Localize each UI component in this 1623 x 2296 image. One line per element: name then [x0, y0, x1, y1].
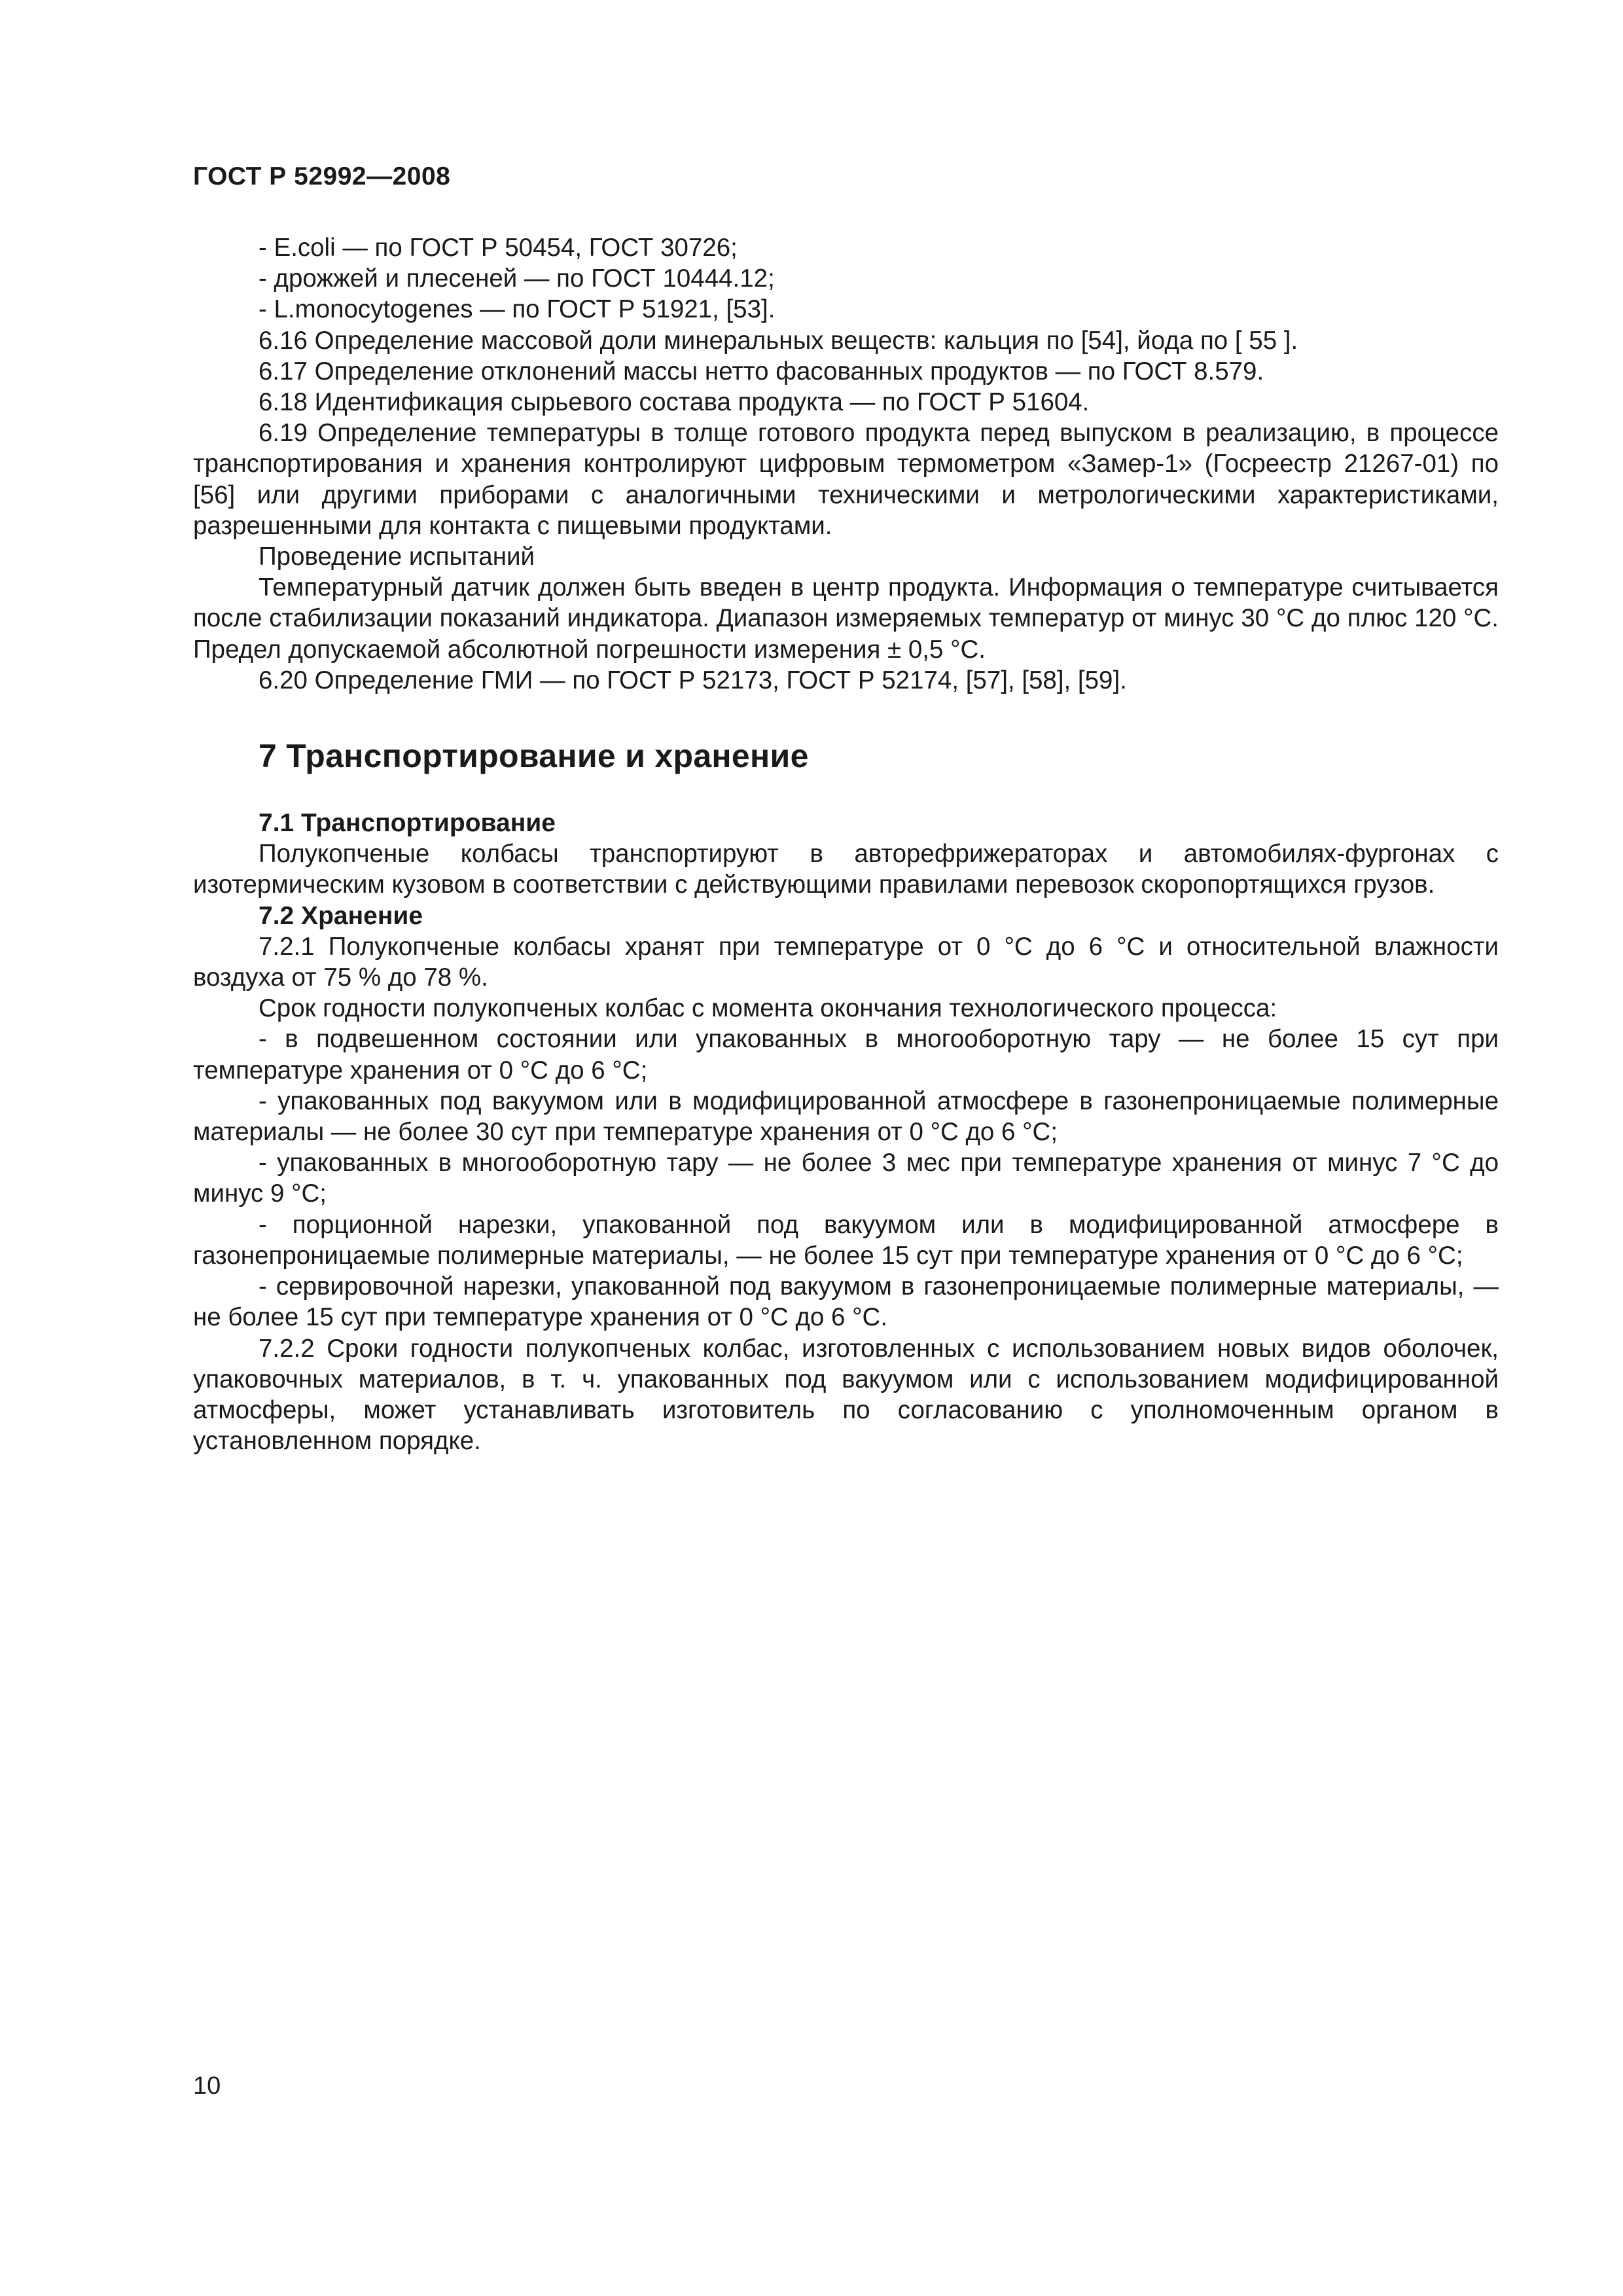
list-item-vacuum-packed: - упакованных под вакуумом или в модифицированной атмосфере в газонепроницаемые полимерные материалы — не более 30 сут при температуре хранения от 0 °С до 6 °С; — [193, 1086, 1499, 1147]
subsection-7-1-paragraph: Полукопченые колбасы транспортируют в авторефрижераторах и автомобилях-фургонах с изотермическим кузовом в соответствии с действующими правилами перевозок скоропортящихся грузов. — [193, 840, 1499, 899]
clause-7-2-2: 7.2.2 Сроки годности полукопченых колбас, изготовленных с использованием новых видов оболочек, упаковочных материалов, в т. ч. упакованных под вакуумом или с использованием модифицированной атмосферы, может устанавливать изготовитель по согласованию с уполномоченным органом в установленном порядке. — [193, 1334, 1499, 1456]
subsection-7-1-heading: 7.1 Транспортирование — [259, 809, 556, 838]
testing-paragraph: Температурный датчик должен быть введен в центр продукта. Информация о температуре считывается после стабилизации показаний индикатора. Диапазон измеряемых температур от минус 30 °С до плюс 120 °С. Предел допускаемой абсолютной погрешности измерения ± 0,5 °С. — [193, 573, 1499, 664]
shelf-life-intro: Срок годности полукопченых колбас с момента окончания технологического процесса: — [259, 994, 1277, 1023]
list-item-portion-slicing: - порционной нарезки, упакованной под вакуумом или в модифицированной атмосфере в газонепроницаемые полимерные материалы, — не более 15 сут при температуре хранения от 0 °С до 6 °С; — [193, 1210, 1499, 1270]
document-body — [193, 232, 1499, 1456]
list-item-listeria: - L.monocytogenes — по ГОСТ Р 51921, [53]. — [259, 295, 776, 324]
clause-6-19: 6.19 Определение температуры в толще готового продукта перед выпуском в реализацию, в процессе транспортирования и хранения контролируют цифровым термометром «Замер-1» (Госреестр 21267-01) по [56] или другими приборами с аналогичными техническими и метрологическими характеристиками, разрешенными для контакта с пищевыми продуктами. — [193, 419, 1499, 540]
clause-7-2-1: 7.2.1 Полукопченые колбасы хранят при температуре от 0 °С до 6 °С и относительной влажности воздуха от 75 % до 78 %. — [193, 932, 1499, 992]
section-7-heading: 7 Транспортирование и хранение — [259, 738, 809, 775]
clause-6-20: 6.20 Определение ГМИ — по ГОСТ Р 52173, ГОСТ Р 52174, [57], [58], [59]. — [259, 666, 1127, 694]
document-number-header: ГОСТ Р 52992—2008 — [193, 162, 451, 190]
testing-subheading: Проведение испытаний — [259, 543, 535, 571]
list-item-yeast-mold: - дрожжей и плесеней — по ГОСТ 10444.12; — [259, 264, 775, 293]
clause-6-18: 6.18 Идентификация сырьевого состава продукта — по ГОСТ Р 51604. — [259, 388, 1090, 417]
list-item-ecoli: - E.coli — по ГОСТ Р 50454, ГОСТ 30726; — [259, 234, 738, 262]
list-item-reusable-container: - упакованных в многооборотную тару — не более 3 мес при температуре хранения от минус 7 °С до минус 9 °С; — [193, 1149, 1499, 1208]
page-number: 10 — [193, 2072, 221, 2100]
clause-6-16: 6.16 Определение массовой доли минеральных веществ: кальция по [54], йода по [ 55 ]. — [259, 326, 1298, 355]
list-item-serving-slicing: - сервировочной нарезки, упакованной под вакуумом в газонепроницаемые полимерные материалы, — не более 15 сут при температуре хранения от 0 °С до 6 °С. — [193, 1272, 1499, 1332]
list-item-suspended: - в подвешенном состоянии или упакованных в многооборотную тару — не более 15 сут при температуре хранения от 0 °С до 6 °С; — [193, 1025, 1499, 1085]
clause-6-17: 6.17 Определение отклонений массы нетто фасованных продуктов — по ГОСТ 8.579. — [259, 357, 1264, 386]
subsection-7-2-heading: 7.2 Хранение — [259, 901, 423, 930]
